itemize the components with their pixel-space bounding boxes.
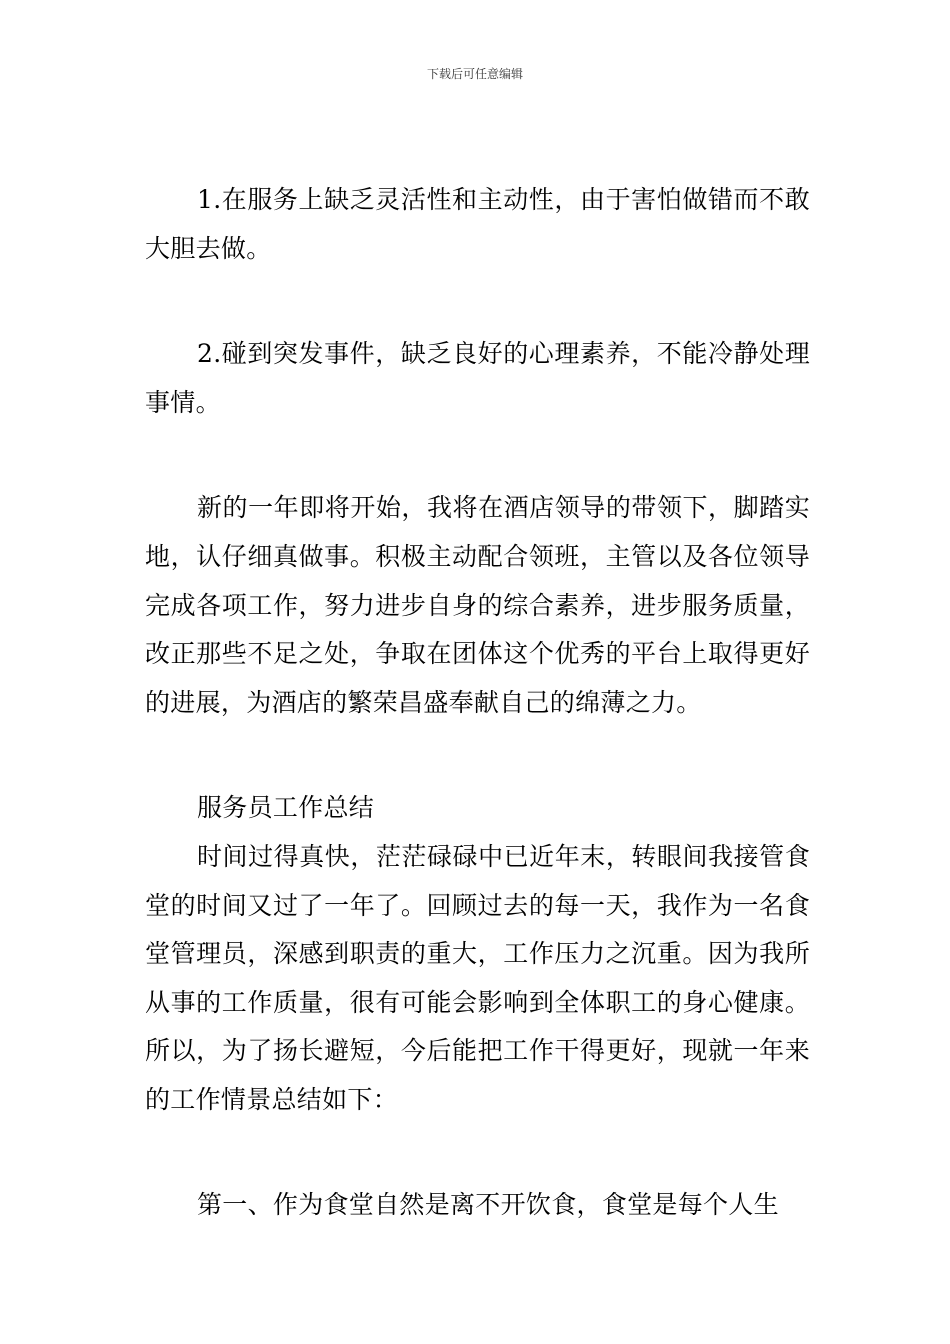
paragraph-spacer [145,427,810,484]
paragraph-3: 新的一年即将开始，我将在酒店领导的带领下，脚踏实地，认仔细真做事。积极主动配合领班，主管以及各位领导完成各项工作，努力进步自身的综合素养，进步服务质量，改正那些不足之处，争取在团体这个优秀的平台上取得更好的进展，为酒店的繁荣昌盛奉献自己的绵薄之力。 [145,493,810,717]
paragraph-spacer [145,273,810,330]
paragraph-5: 第一、作为食堂自然是离不开饮食，食堂是每个人生 [197,1189,779,1219]
paragraph-1: 1.在服务上缺乏灵活性和主动性，由于害怕做错而不敢大胆去做。 [145,185,810,263]
section-title: 服务员工作总结 [197,793,375,823]
paragraph-2: 2.碰到突发事件，缺乏良好的心理素养，不能冷静处理事情。 [145,339,810,417]
paragraph-4: 时间过得真快，茫茫碌碌中已近年末，转眼间我接管食堂的时间又过了一年了。回顾过去的每一天，我作为一名食堂管理员，深感到职责的重大，工作压力之沉重。因为我所从事的工作质量，很有可能会影响到全体职工的身心健康。所以，为了扬长避短，今后能把工作干得更好，现就一年来的工作情景总结如下： [145,841,810,1114]
paragraph-spacer [145,1125,810,1181]
document-body [145,176,810,1229]
page-header-note: 下载后可任意编辑 [426,67,523,81]
paragraph-spacer [145,727,810,784]
